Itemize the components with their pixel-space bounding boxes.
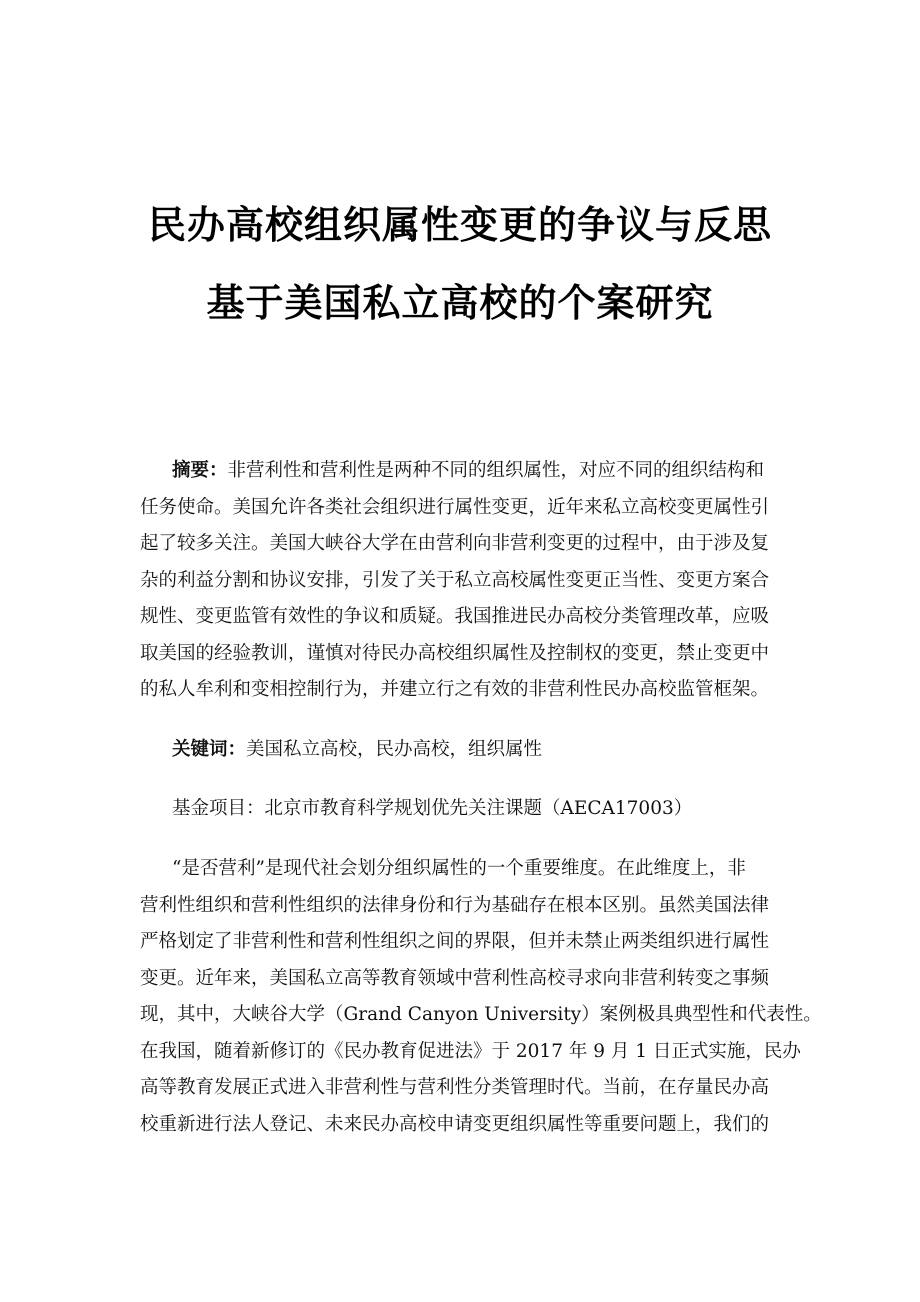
body-line: 营利性组织和营利性组织的法律身份和行为基础存在根本区别。虽然美国法律 bbox=[140, 894, 770, 916]
body-line: 变更。近年来，美国私立高等教育领域中营利性高校寻求向非营利转变之事频 bbox=[140, 967, 770, 989]
body-line: 严格划定了非营利性和营利性组织之间的界限，但并未禁止两类组织进行属性 bbox=[140, 931, 770, 952]
abstract-line: 任务使命。美国允许各类社会组织进行属性变更，近年来私立高校变更属性引 bbox=[140, 496, 770, 518]
body-line: 校重新进行法人登记、未来民办高校申请变更组织属性等重要问题上，我们的 bbox=[140, 1113, 770, 1135]
keywords-label: 关键词： bbox=[172, 739, 247, 760]
funding-paragraph bbox=[140, 791, 800, 828]
body-line: 现，其中，大峡谷大学（Grand Canyon University）案例极具典型性和代表性。 bbox=[140, 1004, 822, 1025]
abstract-line: 的私人牟利和变相控制行为，并建立行之有效的非营利性民办高校监管框架。 bbox=[140, 679, 770, 700]
body-paragraph bbox=[140, 851, 822, 1143]
body-line: “是否营利”是现代社会划分组织属性的一个重要维度。在此维度上，非 bbox=[172, 858, 746, 879]
abstract-line: 取美国的经验教训，谨慎对待民办高校组织属性及控制权的变更，禁止变更中 bbox=[140, 642, 770, 664]
document-title: 民办高校组织属性变更的争议与反思 bbox=[147, 203, 772, 247]
keywords-text: 美国私立高校，民办高校，组织属性 bbox=[246, 739, 543, 760]
abstract-line: 摘要：非营利性和营利性是两种不同的组织属性，对应不同的组织结构和 bbox=[172, 460, 765, 481]
abstract-line: 杂的利益分割和协议安排，引发了关于私立高校属性变更正当性、变更方案合 bbox=[140, 569, 770, 591]
abstract-label: 摘要： bbox=[172, 460, 228, 481]
abstract-line: 规性、变更监管有效性的争议和质疑。我国推进民办高校分类管理改革，应吸 bbox=[140, 606, 770, 627]
abstract-paragraph bbox=[140, 453, 800, 709]
body-line: 高等教育发展正式进入非营利性与营利性分类管理时代。当前，在存量民办高 bbox=[140, 1077, 770, 1098]
body-line: 在我国，随着新修订的《民办教育促进法》于 2017 年 9 月 1 日正式实施，民办 bbox=[140, 1040, 801, 1062]
funding-text: 基金项目：北京市教育科学规划优先关注课题（AECA17003） bbox=[172, 798, 693, 819]
abstract-line: 起了较多关注。美国大峡谷大学在由营利向非营利变更的过程中，由于涉及复 bbox=[140, 533, 770, 554]
document-subtitle: 基于美国私立高校的个案研究 bbox=[206, 281, 714, 325]
keywords-paragraph bbox=[140, 732, 800, 769]
